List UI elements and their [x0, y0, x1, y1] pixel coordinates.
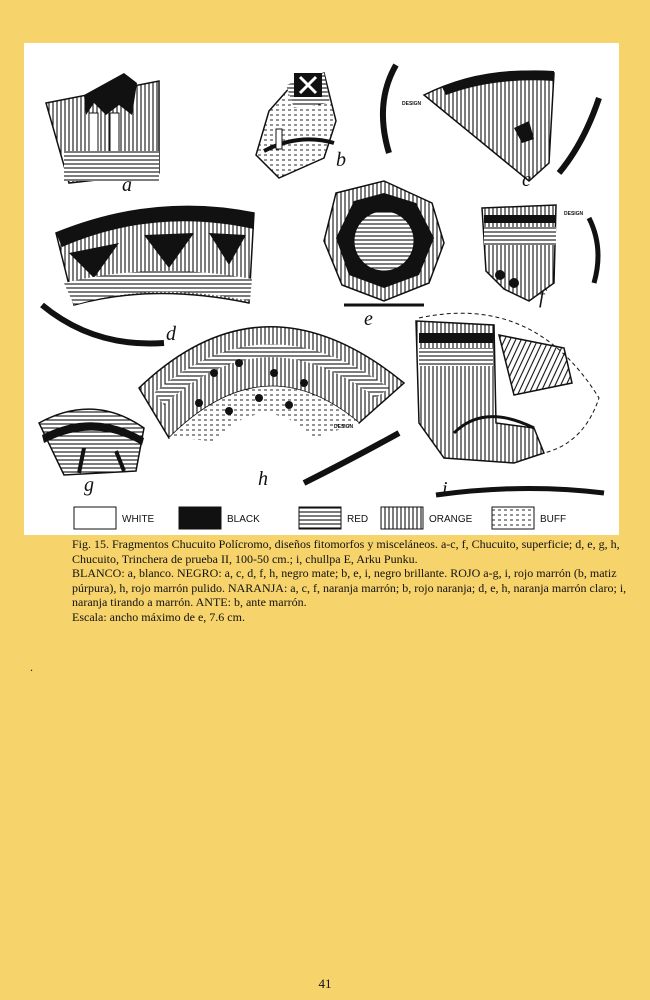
fragment-f-profile [589, 218, 598, 283]
legend-swatch-white [74, 507, 116, 529]
legend-label-buff: BUFF [540, 514, 567, 525]
design-note-h: DESIGN [334, 424, 354, 430]
caption-line-1: Fig. 15. Fragmentos Chucuito Polícromo, diseños fitomorfos y misceláneos. a-c, f, Chucuito, superficie; d, e, g, h, Chucuito, Trinchera de prueba II, 100-50 cm.; i, chullpa E, Arku Punku. [72, 537, 620, 566]
fragment-i-profile [436, 488, 604, 495]
design-note-b: DESIGN [402, 101, 422, 107]
fragment-h [139, 327, 404, 441]
fragment-label-i: i [442, 478, 448, 500]
fragment-label-g: g [84, 474, 94, 496]
fragment-c-profile [559, 98, 599, 173]
stray-mark: . [30, 660, 33, 674]
caption-line-2: BLANCO: a, blanco. NEGRO: a, c, d, f, h, negro mate; b, e, i, negro brillante. ROJO a-g, i, rojo marrón (b, matiz púrpura), h, rojo marrón pulido. NARANJA: a, c, f, naranja marrón; b, rojo naranja; d, e, h, naranja marrón claro; i, naranja tirando a marrón. ANTE: b, ante marrón. [72, 566, 627, 610]
fragment-label-b: b [336, 149, 346, 171]
color-legend [74, 507, 566, 529]
figure-caption [72, 537, 637, 625]
legend-swatch-buff [492, 507, 534, 529]
fragment-b [256, 73, 336, 178]
fragment-d-profile [42, 305, 164, 344]
fragment-h-profile [304, 433, 399, 483]
fragment-b-profile [383, 65, 396, 153]
legend-label-orange: ORANGE [429, 514, 473, 525]
fragment-label-d: d [166, 323, 176, 345]
fragment-label-a: a [122, 174, 132, 196]
fragment-g [39, 409, 144, 475]
fragment-a [46, 73, 159, 183]
pottery-fragments-drawing [24, 43, 619, 535]
fragment-c [424, 70, 554, 181]
fragment-i [416, 313, 599, 463]
legend-swatch-red [299, 507, 341, 529]
figure-plate [24, 43, 619, 535]
fragment-label-f: f [539, 286, 545, 308]
fragment-label-h: h [258, 468, 268, 490]
fragment-d [56, 206, 254, 305]
fragment-f [482, 205, 556, 301]
caption-line-3: Escala: ancho máximo de e, 7.6 cm. [72, 609, 245, 624]
legend-swatch-black [179, 507, 221, 529]
legend-label-red: RED [347, 514, 369, 525]
design-note-f: DESIGN [564, 211, 584, 217]
page-number: 41 [318, 976, 332, 991]
legend-label-white: WHITE [122, 514, 155, 525]
legend-swatch-orange [381, 507, 423, 529]
fragment-label-c: c [522, 169, 531, 191]
legend-label-black: BLACK [227, 514, 260, 525]
fragment-e [324, 181, 444, 301]
fragment-label-e: e [364, 308, 373, 330]
